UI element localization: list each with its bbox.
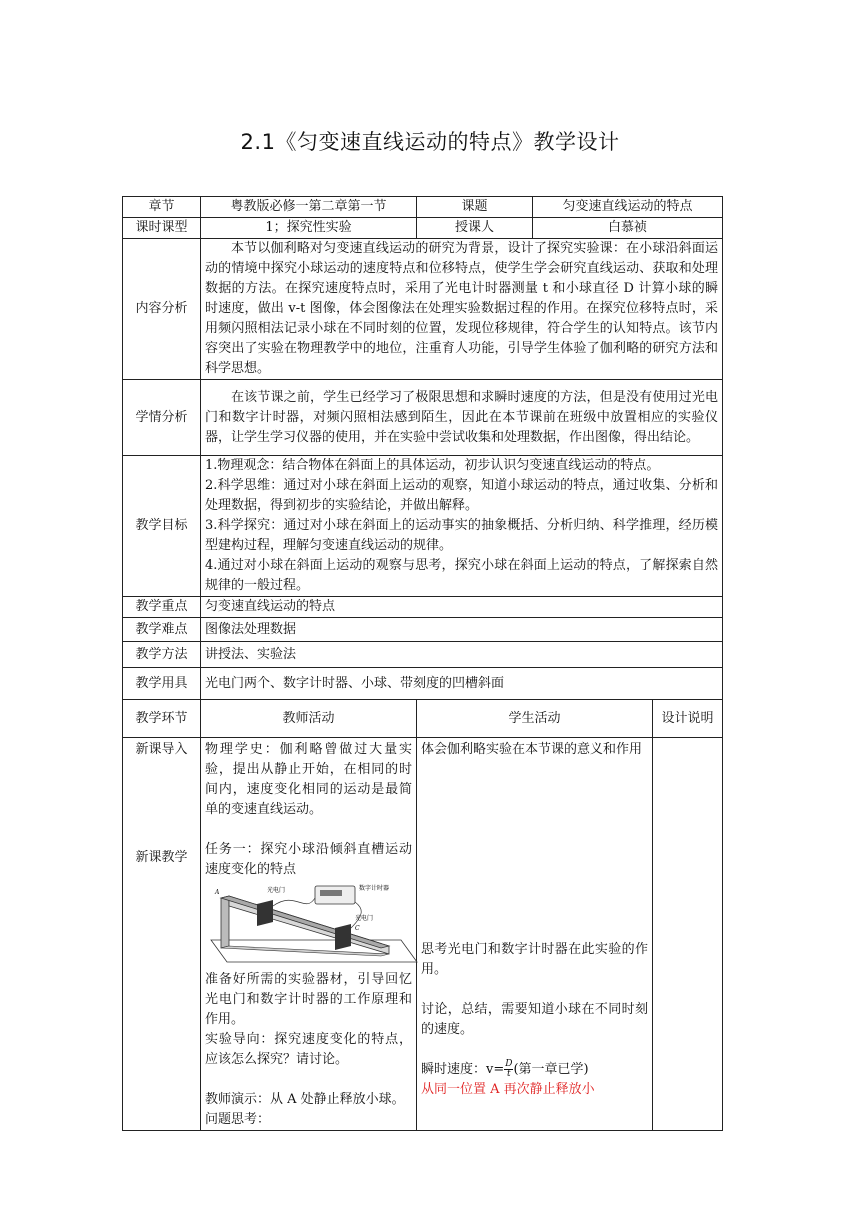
- support-post: [221, 896, 229, 948]
- student-think-text: 思考光电门和数字计时器在此实验的作用。: [421, 942, 649, 977]
- key-point-label: 教学重点: [123, 597, 201, 618]
- stage-new-lesson: 新课教学: [135, 850, 188, 865]
- teacher-task-text: 任务一：探究小球沿倾斜直槽运动速度变化的特点: [205, 842, 412, 877]
- photogate-1: [257, 900, 273, 926]
- figure-label-timer: 数字计时器: [359, 885, 390, 892]
- teacher-activity-cell: [201, 738, 417, 1131]
- table-row: [123, 218, 723, 239]
- chapter-value: 粤教版必修一第二章第一节: [201, 197, 417, 218]
- page-title: 2.1《匀变速直线运动的特点》教学设计: [240, 130, 620, 154]
- learner-analysis-label: 学情分析: [123, 380, 201, 456]
- teacher-activity-header: 教师活动: [201, 700, 417, 738]
- student-speed-formula: [421, 1060, 648, 1080]
- table-row: [123, 700, 723, 738]
- table-row: [123, 380, 723, 456]
- stage-header: 教学环节: [123, 700, 201, 738]
- speed-numerator: D: [505, 1059, 513, 1069]
- goal-item: 1.物理观念：结合物体在斜面上的具体运动，初步认识匀变速直线运动的特点。: [205, 458, 660, 473]
- timer-display: [320, 890, 342, 896]
- chapter-label: 章节: [123, 197, 201, 218]
- figure-label-c: C: [355, 925, 360, 932]
- student-red-note: 从同一位置 A 再次静止释放小: [421, 1082, 595, 1097]
- speed-suffix: (第一章已学): [513, 1062, 589, 1077]
- table-row: [123, 597, 723, 618]
- table-row: [123, 197, 723, 218]
- table-row: [123, 456, 723, 597]
- goal-item: 4.通过对小球在斜面上运动的观察与思考，探究小球在斜面上运动的特点，了解探索自然规律的一般过程。: [205, 558, 719, 593]
- method-label: 教学方法: [123, 642, 201, 668]
- teacher-demo-text: 教师演示：从 A 处静止释放小球。: [205, 1092, 405, 1107]
- stage-cell: [123, 738, 201, 1131]
- teaching-goals-list: [201, 456, 723, 597]
- teaching-goals-label: 教学目标: [123, 456, 201, 597]
- figure-label-a: A: [215, 889, 220, 896]
- photogate-2: [335, 924, 351, 950]
- teacher-question-text: 问题思考：: [205, 1112, 271, 1127]
- table-row: [123, 642, 723, 668]
- content-analysis-label: 内容分析: [123, 239, 201, 380]
- cable-1: [273, 898, 315, 906]
- teacher-value: 白慕祯: [533, 218, 723, 239]
- teacher-label: 授课人: [417, 218, 533, 239]
- teacher-intro-text: 物理学史：伽利略曾做过大量实验，提出从静止开始，在相同的时间内，速度变化相同的运动是最简单的变速直线运动。: [205, 742, 412, 817]
- topic-label: 课题: [417, 197, 533, 218]
- stage-intro: 新课导入: [135, 742, 188, 757]
- learner-analysis-text: 在该节课之前，学生已经学习了极限思想和求瞬时速度的方法，但是没有使用过光电门和数字计时器，对频闪照相法感到陌生，因此在本节课前在班级中放置相应的实验仪器，让学生学习仪器的使用，并在实验中尝试收集和处理数据，作出图像，得出结论。: [201, 380, 723, 456]
- table-row: [123, 618, 723, 642]
- tools-value: 光电门两个、数字计时器、小球、带刻度的凹槽斜面: [201, 668, 723, 700]
- lesson-plan-table: [122, 196, 723, 1131]
- lesson-type-value: 1；探究性实验: [201, 218, 417, 239]
- student-discuss-text: 讨论，总结，需要知道小球在不同时刻的速度。: [421, 1002, 649, 1037]
- content-analysis-text: 本节以伽利略对匀变速直线运动的研究为背景，设计了探究实验课：在小球沿斜面运动的情境中探究小球运动的速度特点和位移特点，使学生学会研究直线运动、获取和处理数据的方法。在探究速度特点时，采用了光电计时器测量 t 和小球直径 D 计算小球的瞬时速度，做出 v-t 图像，体会图像法在处理实验数据过程的作用。在探究位移特点时，采用频闪照相法记录小球在不同时刻的位置，发现位移规律，符合学生的认知特点。该节内容突出了实验在物理教学中的地位，注重育人功能，引导学生体验了伽利略的研究方法和科学思想。: [201, 239, 723, 380]
- table-row: [123, 668, 723, 700]
- student-intro-text: 体会伽利略实验在本节课的意义和作用: [421, 742, 643, 757]
- lesson-type-label: 课时课型: [123, 218, 201, 239]
- student-activity-cell: [417, 738, 653, 1131]
- goal-item: 2.科学思维：通过对小球在斜面上运动的观察，知道小球运动的特点，通过收集、分析和处理数据，得到初步的实验结论，并做出解释。: [205, 478, 719, 513]
- teacher-prepare-text: 准备好所需的实验器材，引导回忆光电门和数字计时器的工作原理和作用。: [205, 972, 412, 1027]
- difficulty-label: 教学难点: [123, 618, 201, 642]
- teacher-guide-text: 实验导向：探究速度变化的特点，应该怎么探究？请讨论。: [205, 1032, 412, 1067]
- speed-denominator: t: [507, 1069, 511, 1079]
- design-note-header: 设计说明: [653, 700, 723, 738]
- figure-label-gate-2: 光电门: [355, 915, 374, 922]
- difficulty-value: 图像法处理数据: [201, 618, 723, 642]
- table-row: [123, 738, 723, 1131]
- figure-label-gate-1: 光电门: [267, 887, 286, 894]
- goal-item: 3.科学探究：通过对小球在斜面上的运动事实的抽象概括、分析归纳、科学推理，经历模型建构过程，理解匀变速直线运动的规律。: [205, 518, 719, 553]
- key-point-value: 匀变速直线运动的特点: [201, 597, 723, 618]
- design-note-cell: [653, 738, 723, 1131]
- topic-value: 匀变速直线运动的特点: [533, 197, 723, 218]
- student-activity-header: 学生活动: [417, 700, 653, 738]
- tools-label: 教学用具: [123, 668, 201, 700]
- speed-prefix: 瞬时速度：v=: [421, 1062, 505, 1077]
- experiment-apparatus-figure: [205, 884, 425, 964]
- table-row: [123, 239, 723, 380]
- method-value: 讲授法、实验法: [201, 642, 723, 668]
